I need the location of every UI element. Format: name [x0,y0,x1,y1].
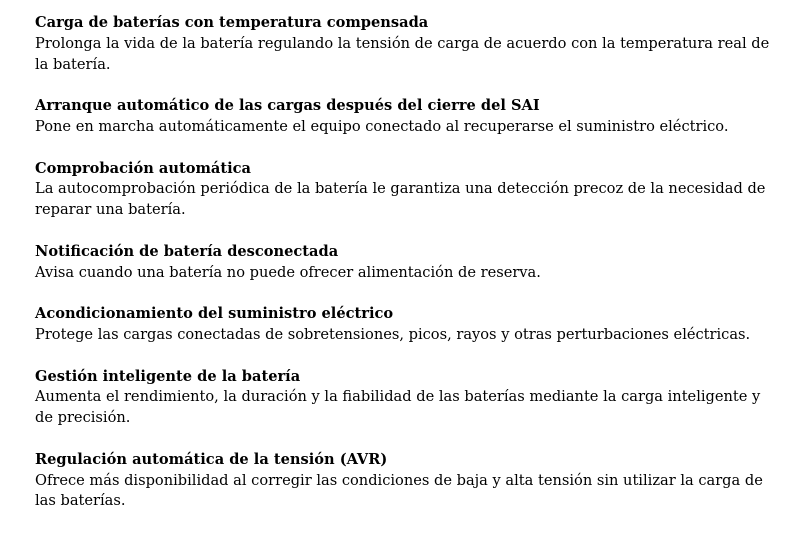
feature-title: Gestión inteligente de la batería [35,367,301,385]
feature-description: Ofrece más disponibilidad al corregir las condiciones de baja y alta tensión sin utilizar la carga de las baterías. [35,471,763,510]
feature-title: Comprobación automática [35,159,251,177]
feature-self-test [35,159,770,221]
feature-automatic-voltage-regulation [35,450,770,512]
feature-list [35,13,770,533]
feature-description: Pone en marcha automáticamente el equipo conectado al recuperarse el suministro eléctrico. [35,117,729,135]
feature-description: Avisa cuando una batería no puede ofrecer alimentación de reserva. [35,263,541,281]
feature-description: La autocomprobación periódica de la batería le garantiza una detección precoz de la necesidad de reparar una batería. [35,180,766,219]
feature-description: Prolonga la vida de la batería regulando la tensión de carga de acuerdo con la temperatura real de la batería. [35,34,770,73]
feature-auto-restart [35,96,770,138]
feature-intelligent-battery-management [35,367,770,429]
feature-title: Acondicionamiento del suministro eléctrico [35,305,394,323]
feature-title: Regulación automática de la tensión (AVR) [35,450,388,468]
feature-title: Notificación de batería desconectada [35,242,339,260]
feature-title: Carga de baterías con temperatura compensada [35,14,429,31]
feature-description: Aumenta el rendimiento, la duración y la fiabilidad de las baterías mediante la carga inteligente y de precisión. [35,388,761,427]
feature-power-conditioning [35,304,770,346]
feature-description: Protege las cargas conectadas de sobretensiones, picos, rayos y otras perturbaciones eléctricas. [35,325,751,343]
feature-disconnected-battery-notification [35,242,770,284]
feature-title: Arranque automático de las cargas después del cierre del SAI [35,97,540,115]
feature-temperature-compensated-charging [35,13,770,75]
